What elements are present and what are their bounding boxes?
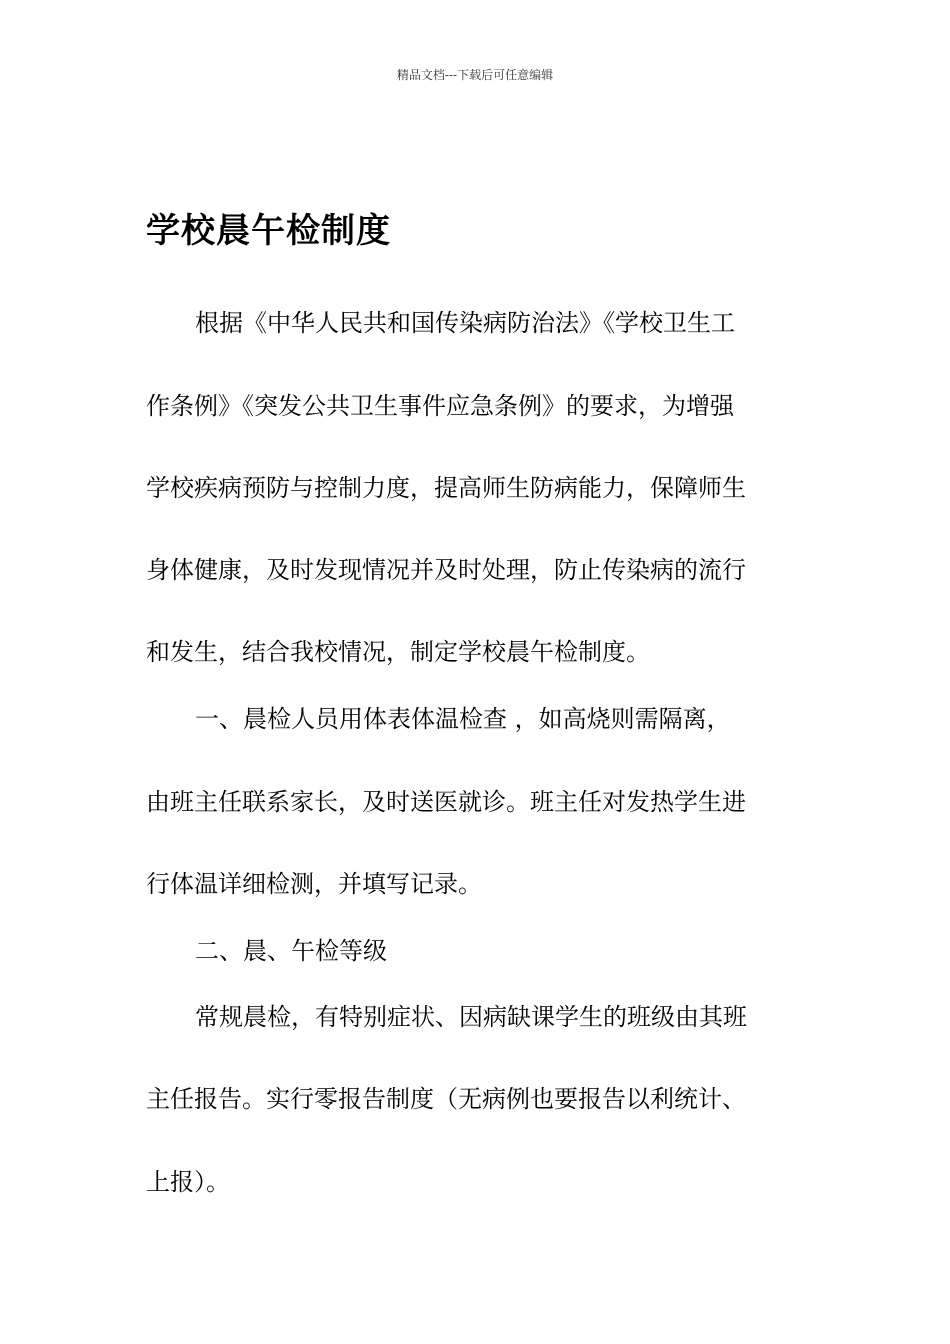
paragraph-line: 上报）。	[146, 1168, 230, 1196]
paragraph-line: 学校疾病预防与控制力度，提高师生防病能力，保障师生	[146, 474, 746, 502]
paragraph-line: 行体温详细检测，并填写记录。	[146, 870, 482, 898]
paragraph-line: 身体健康，及时发现情况并及时处理，防止传染病的流行	[146, 556, 746, 584]
page-header-note: 精品文档---下载后可任意编辑	[396, 68, 554, 82]
paragraph-line: 根据《中华人民共和国传染病防治法》《学校卫生工	[195, 309, 735, 337]
paragraph-line: 作条例》《突发公共卫生事件应急条例》的要求，为增强	[146, 392, 734, 420]
section-heading: 二、晨、午检等级	[195, 937, 387, 965]
paragraph-line: 由班主任联系家长，及时送医就诊。班主任对发热学生进	[146, 788, 746, 816]
paragraph-line: 一、晨检人员用体表体温检查 ，如高烧则需隔离，	[195, 705, 731, 733]
paragraph-line: 和发生，结合我校情况，制定学校晨午检制度。	[146, 638, 650, 666]
paragraph-line: 主任报告。实行零报告制度（无病例也要报告以利统计、	[146, 1085, 746, 1113]
document-title: 学校晨午检制度	[146, 211, 391, 251]
paragraph-line: 常规晨检，有特别症状、因病缺课学生的班级由其班	[195, 1003, 747, 1031]
